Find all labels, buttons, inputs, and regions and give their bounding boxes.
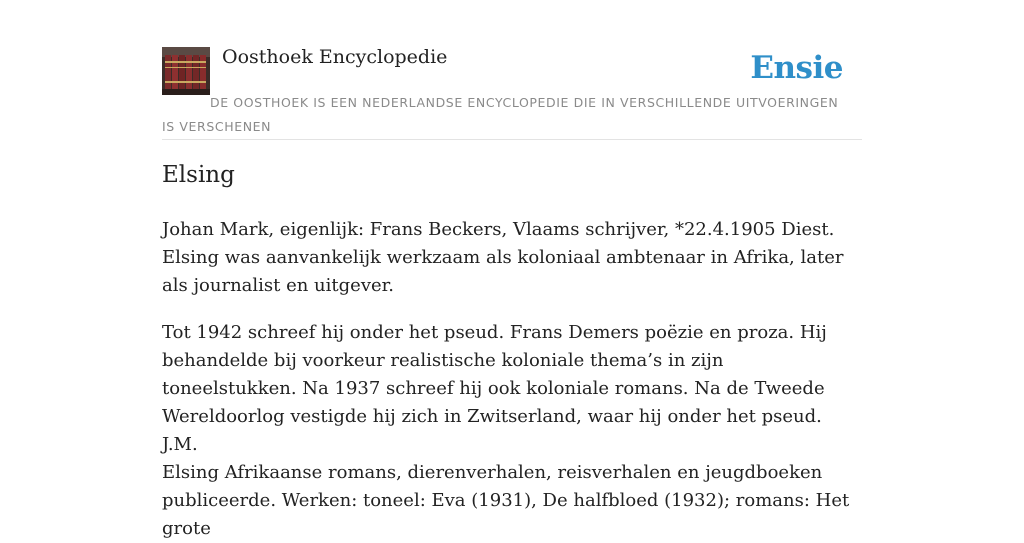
page-container — [162, 0, 862, 539]
site-header — [162, 0, 862, 140]
site-tagline: DE OOSTHOEK IS EEN NEDERLANDSE ENCYCLOPEDIE DIE IN VERSCHILLENDE UITVOERINGEN IS VERSCHENEN — [162, 95, 839, 134]
site-name-link[interactable]: Oosthoek Encyclopedie — [222, 46, 448, 68]
ensie-logo-link[interactable]: Ensie — [750, 50, 843, 86]
article-paragraph: Elsing Afrikaanse romans, dierenverhalen, reisverhalen en jeugdboeken publiceerde. Werken: toneel: Eva (1931), De halfbloed (1932); romans: Het grote — [162, 462, 850, 539]
article-paragraph: Tot 1942 schreef hij onder het pseud. Frans Demers poëzie en proza. Hij behandelde bij voorkeur realistische koloniale thema’s in zijn toneelstukken. Na 1937 schreef hij ook koloniale romans. Na de Tweede Wereldoorlog vestigde hij zich in Zwitserland, waar hij onder het pseud. J.M. — [162, 322, 827, 455]
site-avatar[interactable] — [162, 47, 210, 95]
article-title: Elsing — [162, 162, 235, 188]
article-paragraph: Johan Mark, eigenlijk: Frans Beckers, Vlaams schrijver, *22.4.1905 Diest. Elsing was aanvankelijk werkzaam als koloniaal ambtenaar in Afrika, later als journalist en uitgever. — [162, 219, 844, 296]
book-spines-icon — [162, 47, 210, 95]
